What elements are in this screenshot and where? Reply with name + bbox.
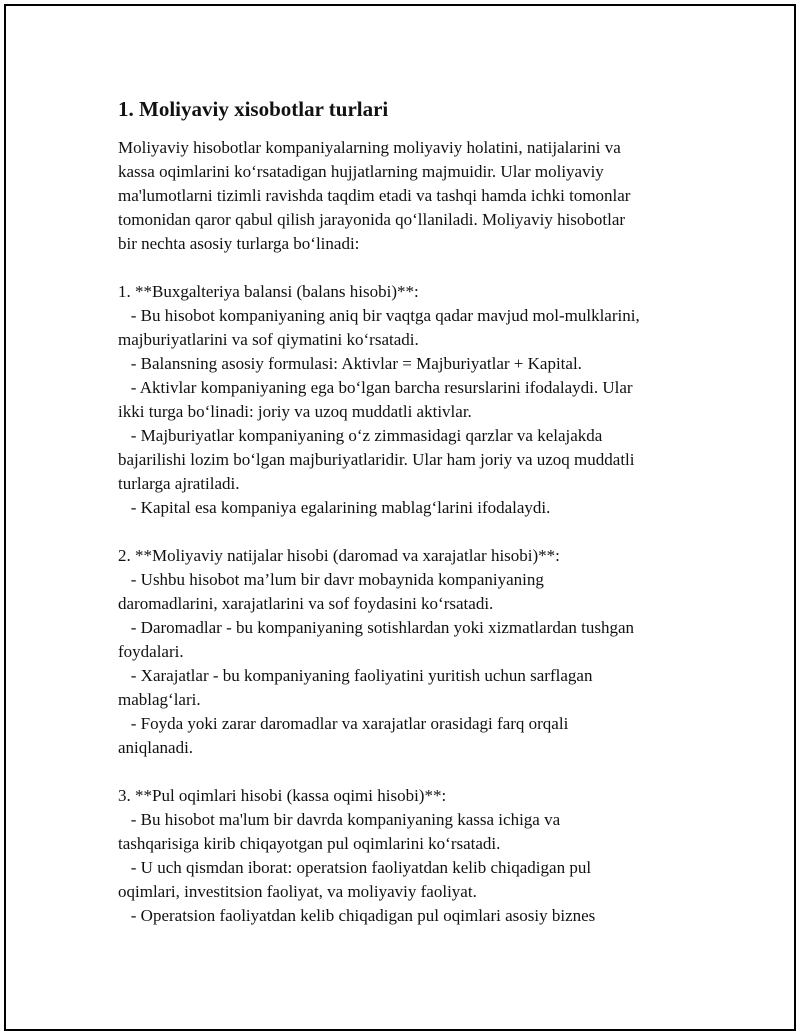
- text-line: 2. **Moliyaviy natijalar hisobi (daromad va xarajatlar hisobi)**:: [118, 546, 560, 565]
- section-income-statement: [118, 544, 698, 760]
- text-line: tashqarisiga kirib chiqayotgan pul oqimlarini ko‘rsatadi.: [118, 834, 501, 853]
- text-line: bir nechta asosiy turlarga bo‘linadi:: [118, 234, 360, 253]
- text-line: bajarilishi lozim bo‘lgan majburiyatlaridir. Ular ham joriy va uzoq muddatli: [118, 450, 635, 469]
- section-balance-sheet: [118, 280, 698, 520]
- text-line: foydalari.: [118, 642, 184, 661]
- text-line: - Bu hisobot ma'lum bir davrda kompaniyaning kassa ichiga va: [118, 810, 561, 829]
- intro-paragraph: [118, 136, 698, 256]
- text-line: - Xarajatlar - bu kompaniyaning faoliyatini yuritish uchun sarflagan: [118, 666, 593, 685]
- text-line: tomonidan qaror qabul qilish jarayonida qo‘llaniladi. Moliyaviy hisobotlar: [118, 210, 626, 229]
- text-line: - Daromadlar - bu kompaniyaning sotishlardan yoki xizmatlardan tushgan: [118, 618, 635, 637]
- blank-line: [118, 520, 698, 544]
- text-line: Moliyaviy hisobotlar kompaniyalarning moliyaviy holatini, natijalarini va: [118, 138, 621, 157]
- text-line: - Ushbu hisobot ma’lum bir davr mobaynida kompaniyaning: [118, 570, 544, 589]
- document-body: [118, 96, 698, 928]
- text-line: - Foyda yoki zarar daromadlar va xarajatlar orasidagi farq orqali: [118, 714, 569, 733]
- text-line: turlarga ajratiladi.: [118, 474, 240, 493]
- text-line: aniqlanadi.: [118, 738, 194, 757]
- text-line: - Balansning asosiy formulasi: Aktivlar = Majburiyatlar + Kapital.: [118, 354, 582, 373]
- text-line: mablag‘lari.: [118, 690, 201, 709]
- text-line: majburiyatlarini va sof qiymatini ko‘rsatadi.: [118, 330, 419, 349]
- section-cash-flow: [118, 784, 698, 928]
- text-line: kassa oqimlarini ko‘rsatadigan hujjatlarning majmuidir. Ular moliyaviy: [118, 162, 604, 181]
- text-line: ma'lumotlarni tizimli ravishda taqdim etadi va tashqi hamda ichki tomonlar: [118, 186, 631, 205]
- blank-line: [118, 760, 698, 784]
- text-line: - Operatsion faoliyatdan kelib chiqadigan pul oqimlari asosiy biznes: [118, 906, 596, 925]
- text-line: 3. **Pul oqimlari hisobi (kassa oqimi hisobi)**:: [118, 786, 447, 805]
- text-line: - Kapital esa kompaniya egalarining mablag‘larini ifodalaydi.: [118, 498, 551, 517]
- blank-line: [118, 256, 698, 280]
- document-heading: 1. Moliyaviy xisobotlar turlari: [118, 97, 389, 121]
- text-line: - Bu hisobot kompaniyaning aniq bir vaqtga qadar mavjud mol-mulklarini,: [118, 306, 640, 325]
- text-line: - U uch qismdan iborat: operatsion faoliyatdan kelib chiqadigan pul: [118, 858, 592, 877]
- text-line: daromadlarini, xarajatlarini va sof foydasini ko‘rsatadi.: [118, 594, 494, 613]
- text-line: oqimlari, investitsion faoliyat, va moliyaviy faoliyat.: [118, 882, 477, 901]
- text-line: - Aktivlar kompaniyaning ega bo‘lgan barcha resurslarini ifodalaydi. Ular: [118, 378, 633, 397]
- text-line: ikki turga bo‘linadi: joriy va uzoq muddatli aktivlar.: [118, 402, 472, 421]
- text-line: 1. **Buxgalteriya balansi (balans hisobi)**:: [118, 282, 419, 301]
- text-line: - Majburiyatlar kompaniyaning o‘z zimmasidagi qarzlar va kelajakda: [118, 426, 603, 445]
